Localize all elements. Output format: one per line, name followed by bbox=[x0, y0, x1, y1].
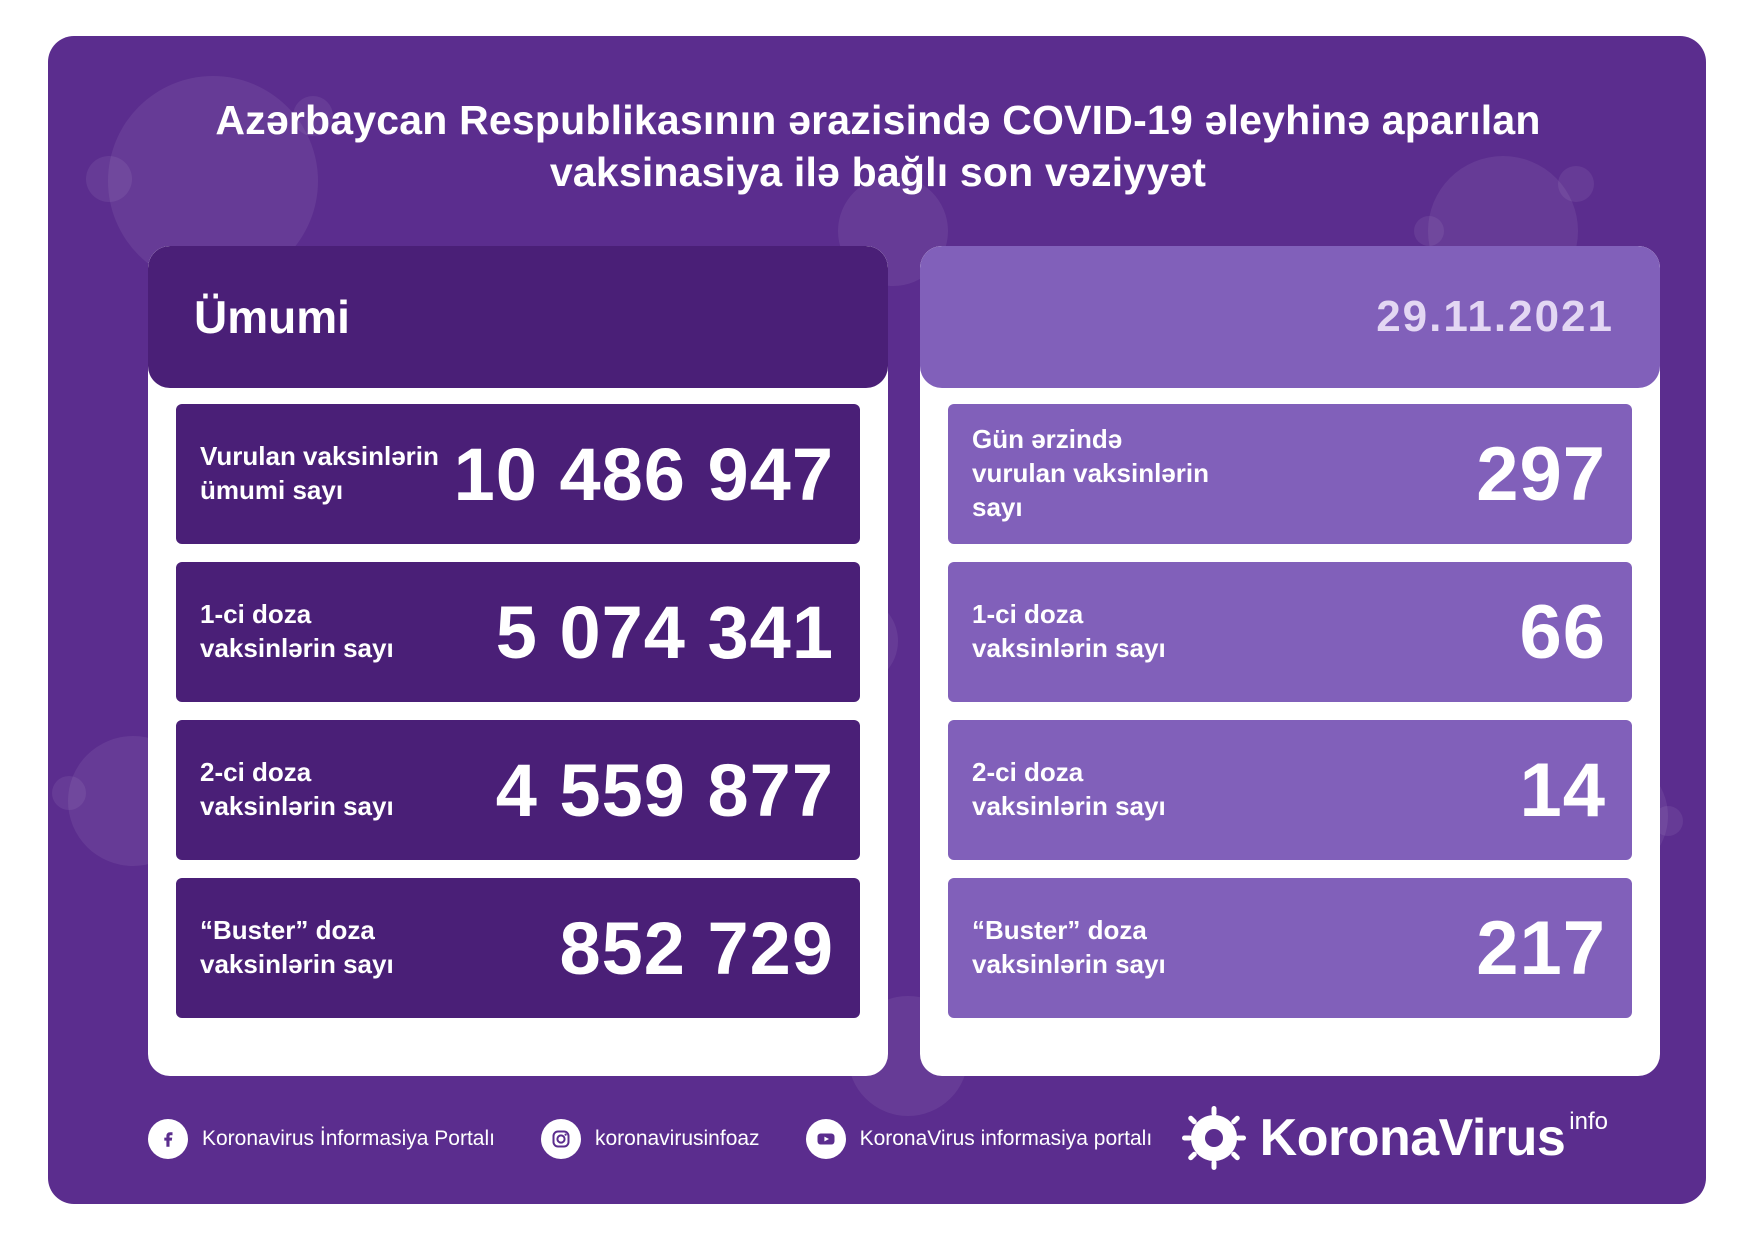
row-value: 66 bbox=[1519, 589, 1606, 675]
row-label: 1-ci doza vaksinlərin sayı bbox=[200, 599, 394, 663]
row-value: 4 559 877 bbox=[495, 748, 834, 832]
row-value: 14 bbox=[1519, 747, 1606, 833]
social-youtube[interactable] bbox=[806, 1119, 1153, 1159]
row-value: 5 074 341 bbox=[495, 590, 834, 674]
row-label: 2-ci doza vaksinlərin sayı bbox=[200, 757, 394, 821]
table-row bbox=[948, 562, 1632, 702]
row-value: 10 486 947 bbox=[453, 432, 834, 516]
footer bbox=[148, 1108, 1608, 1170]
social-label: Koronavirus İnformasiya Portalı bbox=[202, 1127, 495, 1150]
row-label: 1-ci doza vaksinlərin sayı bbox=[972, 599, 1166, 663]
daily-rows bbox=[948, 404, 1632, 1036]
social-label: koronavirusinfoaz bbox=[594, 1127, 760, 1150]
row-label: “Buster” doza vaksinlərin sayı bbox=[200, 915, 394, 979]
total-statistics-panel bbox=[148, 246, 888, 1076]
page-title: Azərbaycan Respublikasının ərazisində COVID-19 əleyhinə aparılan vaksinasiya ilə bağlı son vəziyyət bbox=[215, 97, 1541, 196]
social-instagram[interactable] bbox=[541, 1119, 760, 1159]
table-row bbox=[948, 404, 1632, 544]
table-row bbox=[176, 720, 860, 860]
instagram-icon bbox=[541, 1119, 581, 1159]
social-label: KoronaVirus informasiya portalı bbox=[859, 1127, 1153, 1150]
koronavirus-logo-icon bbox=[1180, 1104, 1248, 1172]
facebook-icon bbox=[148, 1119, 188, 1159]
table-row bbox=[948, 720, 1632, 860]
social-facebook[interactable] bbox=[148, 1119, 495, 1159]
table-row bbox=[176, 878, 860, 1018]
daily-panel-header bbox=[920, 246, 1660, 388]
row-value: 852 729 bbox=[559, 906, 834, 990]
row-label: Vurulan vaksinlərin ümumi sayı bbox=[200, 441, 439, 505]
total-panel-header bbox=[148, 246, 888, 388]
daily-statistics-panel bbox=[920, 246, 1660, 1076]
report-date: 29.11.2021 bbox=[1376, 292, 1614, 341]
total-panel-title: Ümumi bbox=[194, 291, 350, 343]
youtube-icon bbox=[806, 1119, 846, 1159]
row-value: 217 bbox=[1476, 905, 1606, 991]
row-label: “Buster” doza vaksinlərin sayı bbox=[972, 915, 1166, 979]
brand-suffix: info bbox=[1569, 1108, 1608, 1135]
row-label: Gün ərzində vurulan vaksinlərin sayı bbox=[972, 424, 1209, 522]
row-value: 297 bbox=[1476, 431, 1606, 517]
total-rows bbox=[176, 404, 860, 1036]
table-row bbox=[948, 878, 1632, 1018]
table-row bbox=[176, 404, 860, 544]
brand-name: KoronaVirus bbox=[1259, 1109, 1566, 1167]
table-row bbox=[176, 562, 860, 702]
infographic-poster bbox=[48, 36, 1706, 1204]
row-label: 2-ci doza vaksinlərin sayı bbox=[972, 757, 1166, 821]
brand-logo bbox=[1180, 1104, 1608, 1172]
